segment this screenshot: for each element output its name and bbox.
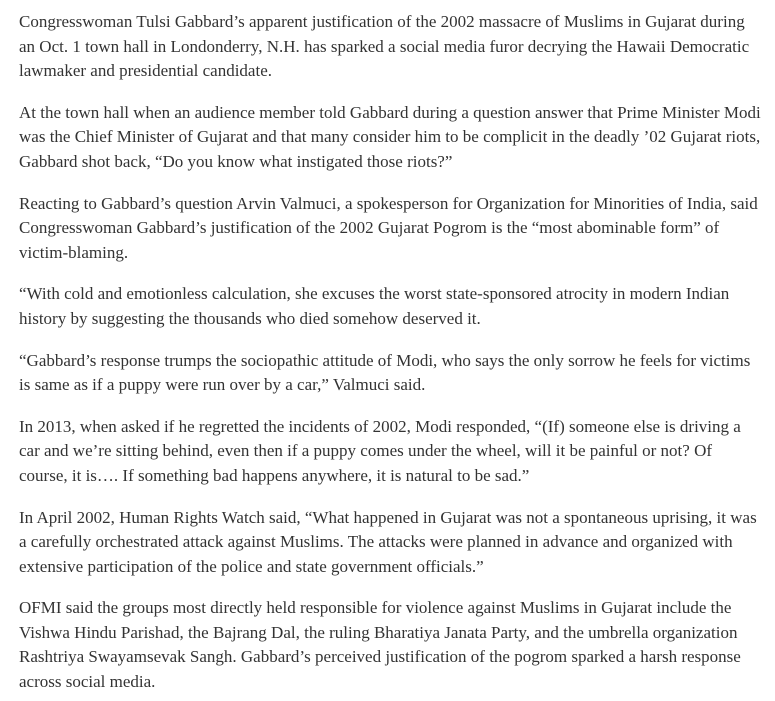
paragraph-7: In April 2002, Human Rights Watch said, “What happened in Gujarat was not a spontaneous uprising, it was a carefully orchestrated attack against Muslims. The attacks were planned in advance and organized with extensive participation of the police and state government officials.” [19, 507, 757, 576]
paragraph-2: At the town hall when an audience member told Gabbard during a question answer that Prime Minister Modi was the Chief Minister of Gujarat and that many consider him to be complicit in the deadly ’02 Gujarat riots, Gabbard shot back, “Do you know what instigated those riots?” [19, 102, 761, 171]
paragraph-3: Reacting to Gabbard’s question Arvin Valmuci, a spokesperson for Organization for Minorities of India, said Congresswoman Gabbard’s justification of the 2002 Gujarat Pogrom is the “most abominable form” of victim-blaming. [19, 193, 758, 262]
paragraph-8: OFMI said the groups most directly held responsible for violence against Muslims in Gujarat include the Vishwa Hindu Parishad, the Bajrang Dal, the ruling Bharatiya Janata Party, and the umbrella organization Rashtriya Swayamsevak Sangh. Gabbard’s perceived justification of the pogrom sparked a harsh response across social media. [19, 598, 741, 692]
paragraph-5: “Gabbard’s response trumps the sociopathic attitude of Modi, who says the only sorrow he feels for victims is same as if a puppy were run over by a car,” Valmuci said. [19, 350, 751, 395]
paragraph-1: Congresswoman Tulsi Gabbard’s apparent justification of the 2002 massacre of Muslims in Gujarat during an Oct. 1 town hall in Londonderry, N.H. has sparked a social media furor decrying the Hawaii Democratic lawmaker and presidential candidate. [19, 12, 750, 81]
paragraph-4: “With cold and emotionless calculation, she excuses the worst state-sponsored atrocity in modern Indian history by suggesting the thousands who died somehow deserved it. [19, 284, 730, 328]
paragraph-6: In 2013, when asked if he regretted the incidents of 2002, Modi responded, “(If) someone else is driving a car and we’re sitting behind, even then if a puppy comes under the wheel, will it be painful or not? Of course, it is…. If something bad happens anywhere, it is natural to be sad.” [19, 416, 741, 485]
